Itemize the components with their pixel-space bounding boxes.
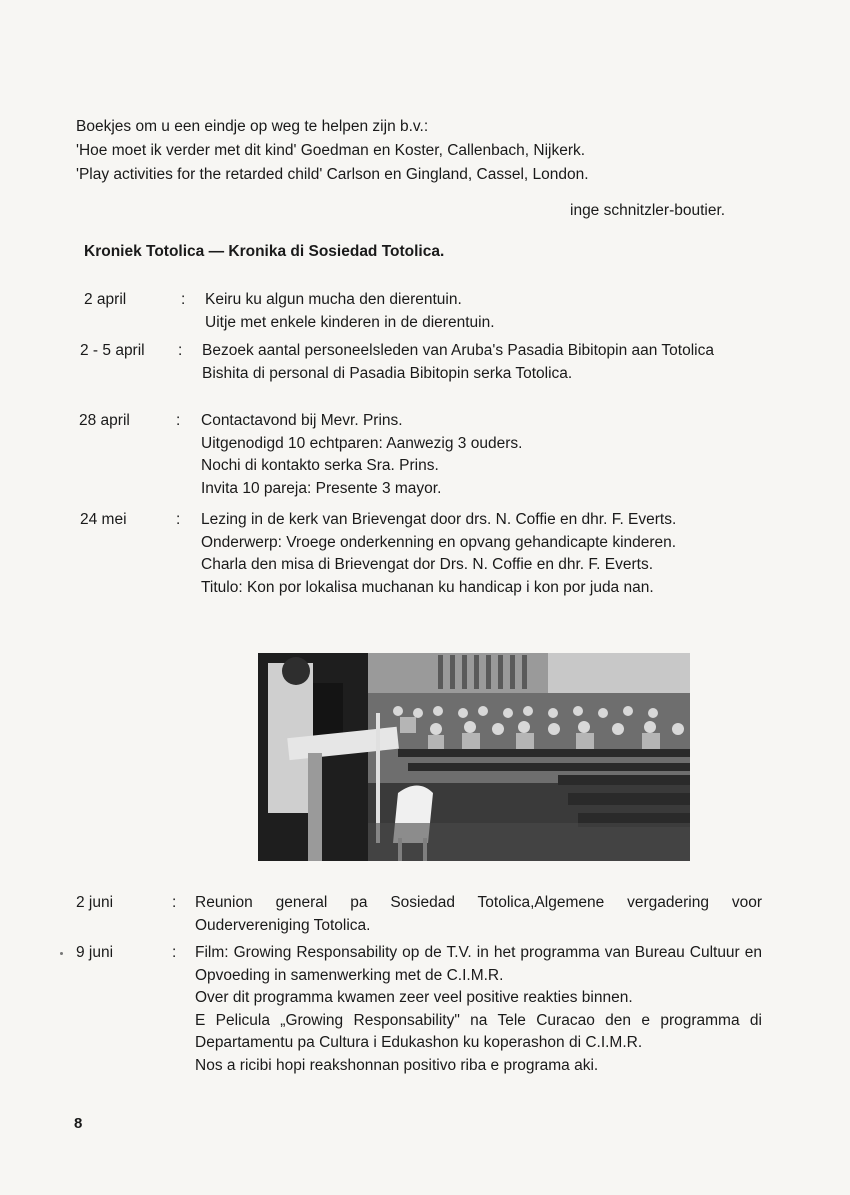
entry-line: Titulo: Kon por lokalisa muchanan ku handicap i kon por juda nan. [201, 578, 654, 596]
page-number: 8 [74, 1115, 83, 1132]
entry-line: Onderwerp: Vroege onderkenning en opvang gehandicapte kinderen. [201, 533, 677, 551]
entry-text [195, 942, 762, 1077]
entry-line: E Pelicula „Growing Responsability" na Tele Curacao den e programma di Departamentu pa Cultura i Edukashon ku koperashon di C.I.M.R. [195, 1011, 762, 1051]
entry-line: Nochi di kontakto serka Sra. Prins. [201, 457, 439, 474]
entry-text [195, 892, 762, 937]
entry-date: 2 juni [76, 894, 114, 911]
entry-line: Reunion general pa Sosiedad Totolica,Algemene vergadering voor Oudervereniging Totolica. [195, 894, 762, 934]
entry-colon: : [181, 291, 186, 308]
entry-line: Bishita di personal di Pasadia Bibitopin serka Totolica. [202, 364, 573, 382]
margin-mark [60, 952, 63, 955]
intro-line: Boekjes om u een eindje op weg te helpen zijn b.v.: [76, 118, 429, 135]
entry-text [202, 340, 764, 385]
entry-line: Nos a ricibi hopi reakshonnan positivo riba e programa aki. [195, 1056, 599, 1074]
entry-date: 2 - 5 april [80, 342, 145, 359]
entry-text [201, 509, 764, 599]
entry-line: Uitje met enkele kinderen in de dierentuin. [205, 313, 495, 331]
entry-date: 28 april [79, 412, 130, 429]
intro-line: 'Hoe moet ik verder met dit kind' Goedman en Koster, Callenbach, Nijkerk. [76, 142, 586, 159]
intro-line: 'Play activities for the retarded child' Carlson en Gingland, Cassel, London. [76, 166, 589, 183]
entry-text [201, 410, 761, 500]
entry-line: Keiru ku algun mucha den dierentuin. [205, 291, 462, 308]
entry-line: Lezing in de kerk van Brievengat door drs. N. Coffie en dhr. F. Everts. [201, 511, 677, 528]
entry-date: 9 juni [76, 944, 114, 961]
entry-date: 24 mei [80, 511, 127, 528]
entry-colon: : [176, 412, 181, 429]
chronicle-heading: Kroniek Totolica — Kronika di Sosiedad Totolica. [84, 243, 445, 260]
entry-colon: : [176, 511, 181, 528]
entry-colon: : [178, 342, 183, 359]
entry-colon: : [172, 944, 177, 961]
entry-line: Uitgenodigd 10 echtparen: Aanwezig 3 ouders. [201, 434, 523, 452]
entry-text [205, 289, 765, 334]
entry-line: Film: Growing Responsability op de T.V. in het programma van Bureau Cultuur en Opvoeding in samenwerking met de C.I.M.R. [195, 944, 762, 984]
lecture-photo [258, 653, 690, 861]
entry-colon: : [172, 894, 177, 911]
author-signature: inge schnitzler-boutier. [570, 202, 726, 219]
entry-line: Invita 10 pareja: Presente 3 mayor. [201, 479, 442, 497]
entry-date: 2 april [84, 291, 127, 308]
entry-line: Bezoek aantal personeelsleden van Aruba's Pasadia Bibitopin aan Totolica [202, 342, 714, 359]
intro-paragraph [76, 115, 776, 187]
entry-line: Contactavond bij Mevr. Prins. [201, 412, 403, 429]
entry-line: Charla den misa di Brievengat dor Drs. N. Coffie en dhr. F. Everts. [201, 556, 653, 573]
entry-line: Over dit programma kwamen zeer veel positive reakties binnen. [195, 989, 633, 1006]
